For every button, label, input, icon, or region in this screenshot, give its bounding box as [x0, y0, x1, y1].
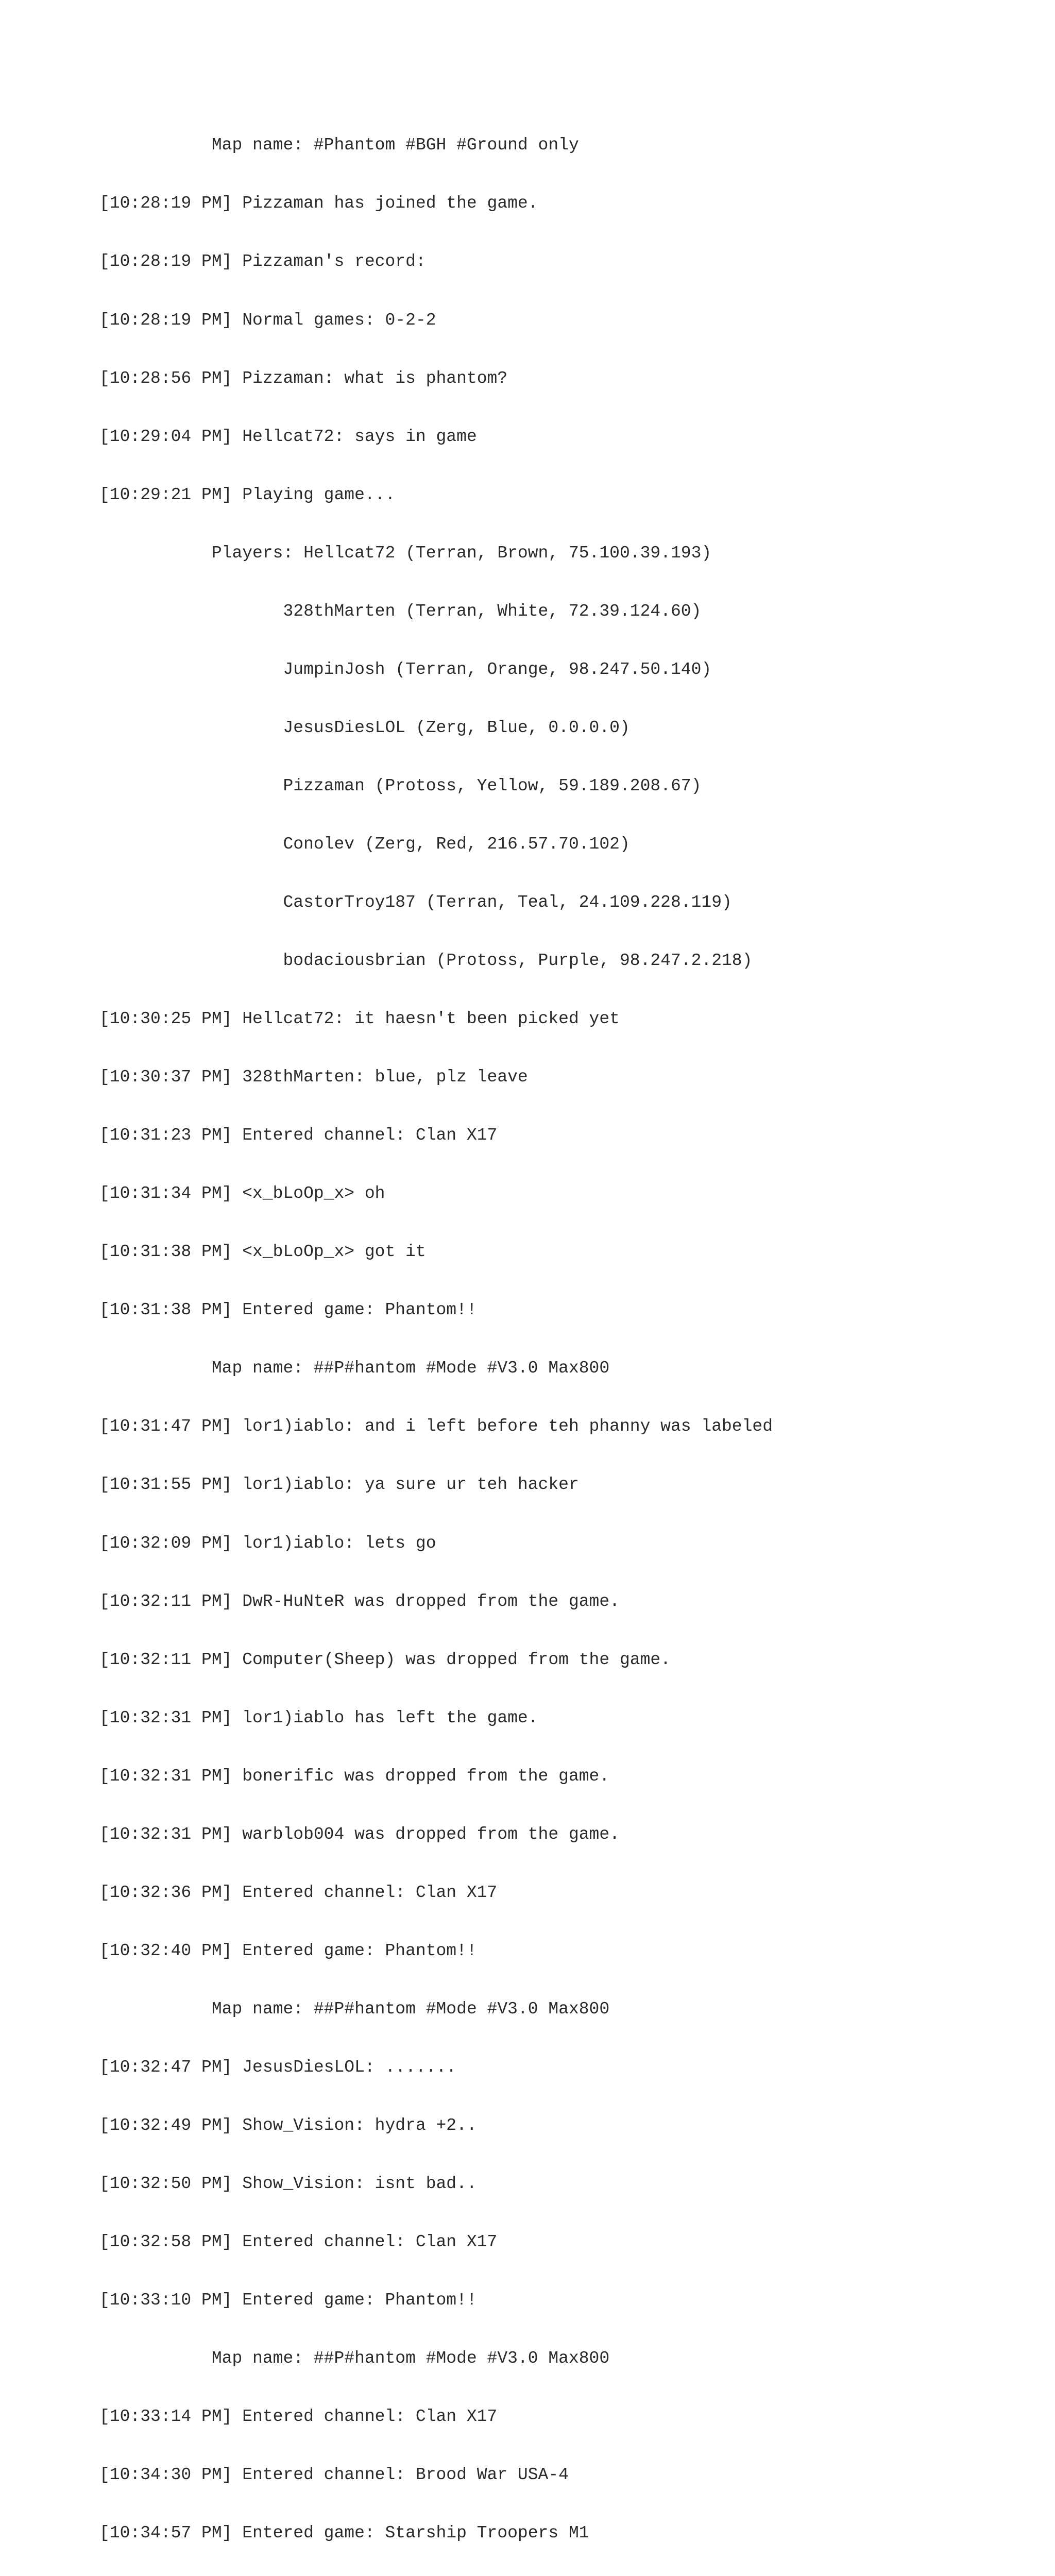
log-line: [10:32:36 PM] Entered channel: Clan X17: [99, 1883, 498, 1902]
log-line: [10:31:47 PM] lor1)iablo: and i left before teh phanny was labeled: [99, 1417, 773, 1436]
log-line: [10:32:09 PM] lor1)iablo: lets go: [99, 1533, 436, 1553]
log-line: [10:32:58 PM] Entered channel: Clan X17: [99, 2232, 498, 2252]
log-line: [10:31:34 PM] <x_bLoOp_x> oh: [99, 1184, 385, 1204]
log-line: [10:34:57 PM] Entered game: Starship Troopers M1: [99, 2523, 589, 2543]
log-line: [10:32:31 PM] lor1)iablo has left the game.: [99, 1708, 538, 1727]
log-line: [10:28:19 PM] Pizzaman's record:: [99, 252, 426, 272]
log-line: [10:30:25 PM] Hellcat72: it haesn't been picked yet: [99, 1009, 620, 1029]
log-line: [10:32:50 PM] Show_Vision: isnt bad..: [99, 2174, 477, 2194]
log-line: [10:31:23 PM] Entered channel: Clan X17: [99, 1126, 498, 1145]
log-line: bodaciousbrian (Protoss, Purple, 98.247.2.218): [99, 951, 753, 971]
log-line: 328thMarten (Terran, White, 72.39.124.60): [99, 601, 702, 621]
log-line: Map name: ##P#hantom #Mode #V3.0 Max800: [99, 1359, 610, 1378]
log-line: [10:28:56 PM] Pizzaman: what is phantom?: [99, 368, 508, 388]
log-line: [10:28:19 PM] Normal games: 0-2-2: [99, 310, 436, 330]
log-line: [10:34:30 PM] Entered channel: Brood War USA-4: [99, 2465, 569, 2485]
log-line: Map name: #Phantom #BGH #Ground only: [99, 135, 579, 155]
log-line: [10:32:31 PM] warblob004 was dropped from the game.: [99, 1824, 620, 1844]
log-line: [10:30:37 PM] 328thMarten: blue, plz leave: [99, 1067, 528, 1087]
log-line: Map name: ##P#hantom #Mode #V3.0 Max800: [99, 1999, 610, 2019]
log-line: [10:28:19 PM] Pizzaman has joined the game.: [99, 194, 538, 213]
log-line: [10:29:21 PM] Playing game...: [99, 485, 396, 504]
log-line: [10:31:55 PM] lor1)iablo: ya sure ur teh hacker: [99, 1475, 579, 1495]
log-line: [10:31:38 PM] <x_bLoOp_x> got it: [99, 1242, 426, 1262]
log-line: [10:32:47 PM] JesusDiesLOL: .......: [99, 2057, 457, 2077]
log-line: [10:33:14 PM] Entered channel: Clan X17: [99, 2407, 498, 2427]
log-line: CastorTroy187 (Terran, Teal, 24.109.228.119): [99, 892, 732, 912]
log-line: [10:32:49 PM] Show_Vision: hydra +2..: [99, 2115, 477, 2135]
chat-log: [99, 97, 773, 2576]
log-line: JesusDiesLOL (Zerg, Blue, 0.0.0.0): [99, 718, 630, 737]
log-line: [10:32:11 PM] DwR-HuNteR was dropped from the game.: [99, 1591, 620, 1611]
log-line: JumpinJosh (Terran, Orange, 98.247.50.140): [99, 659, 712, 679]
log-line: [10:32:11 PM] Computer(Sheep) was dropped from the game.: [99, 1650, 671, 1669]
log-line: [10:32:31 PM] bonerific was dropped from the game.: [99, 1766, 610, 1786]
log-line: Pizzaman (Protoss, Yellow, 59.189.208.67): [99, 776, 702, 795]
log-line: Players: Hellcat72 (Terran, Brown, 75.100.39.193): [99, 543, 712, 563]
log-line: [10:32:40 PM] Entered game: Phantom!!: [99, 1941, 477, 1960]
log-line: [10:33:10 PM] Entered game: Phantom!!: [99, 2291, 477, 2310]
log-line: [10:31:38 PM] Entered game: Phantom!!: [99, 1300, 477, 1320]
log-line: [10:29:04 PM] Hellcat72: says in game: [99, 427, 477, 446]
log-line: Map name: ##P#hantom #Mode #V3.0 Max800: [99, 2349, 610, 2368]
log-line: Conolev (Zerg, Red, 216.57.70.102): [99, 834, 630, 854]
